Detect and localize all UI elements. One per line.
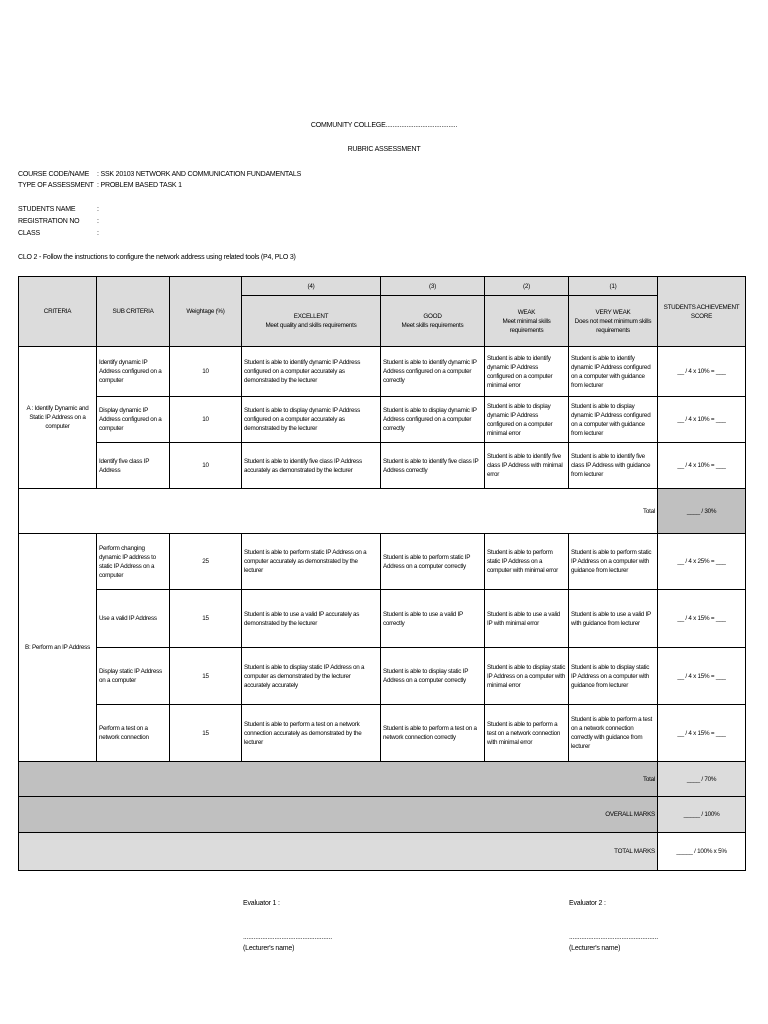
- table-row: [19, 347, 746, 397]
- level-4-cell: Student is able to display static IP Address on a computer as demonstrated by the lecturer accurately accurately: [242, 648, 381, 705]
- overall-marks-row: [19, 797, 746, 833]
- total-value: ____ / 30%: [658, 489, 746, 534]
- weightage-cell: 15: [170, 648, 242, 705]
- weightage-cell: 25: [170, 534, 242, 590]
- subcriteria-cell: Display dynamic IP Address configured on a computer: [97, 397, 170, 443]
- level-3-descriptor: [381, 296, 485, 347]
- level-4-cell: Student is able to display dynamic IP Address configured on a computer accurately as demonstrated by the lecturer: [242, 397, 381, 443]
- total-marks-row: [19, 833, 746, 871]
- level-2-cell: Student is able to perform static IP Address on a computer with minimal error: [485, 534, 569, 590]
- level-3-cell: Student is able to perform static IP Address on a computer correctly: [381, 534, 485, 590]
- score-header: STUDENTS ACHIEVEMENT SCORE: [658, 277, 746, 347]
- level-4-desc: Meet quality and skills requirements: [265, 322, 357, 329]
- level-2-cell: Student is able to display static IP Address on a computer with minimal error: [485, 648, 569, 705]
- level-4-number: (4): [242, 277, 381, 296]
- assessment-type-value: : PROBLEM BASED TASK 1: [97, 182, 182, 189]
- level-2-name: WEAK: [517, 308, 536, 316]
- level-2-cell: Student is able to use a valid IP with minimal error: [485, 590, 569, 648]
- level-2-cell: Student is able to identify five class IP Address with minimal error: [485, 443, 569, 489]
- level-3-number: (3): [381, 277, 485, 296]
- level-3-cell: Student is able to identify dynamic IP Address configured on a computer correctly: [381, 347, 485, 397]
- level-4-descriptor: [242, 296, 381, 347]
- table-row: [19, 397, 746, 443]
- level-4-cell: Student is able to use a valid IP accurately as demonstrated by the lecturer: [242, 590, 381, 648]
- level-1-cell: Student is able to identify dynamic IP Address configured on a computer with guidance from lecturer: [569, 347, 658, 397]
- score-cell: __ / 4 x 10% = ___: [658, 443, 746, 489]
- score-cell: __ / 4 x 15% = ___: [658, 648, 746, 705]
- subcriteria-cell: Identify dynamic IP Address configured on a computer: [97, 347, 170, 397]
- weightage-cell: 15: [170, 705, 242, 762]
- level-1-cell: Student is able to display static IP Address on a computer with guidance from lecturer: [569, 648, 658, 705]
- level-3-cell: Student is able to display static IP Address on a computer correctly: [381, 648, 485, 705]
- level-4-cell: Student is able to identify five class IP Address accurately as demonstrated by the lecturer: [242, 443, 381, 489]
- overall-marks-value: _____ / 100%: [658, 797, 746, 833]
- document-title: RUBRIC ASSESSMENT: [347, 146, 421, 153]
- student-name-label: STUDENTS NAME: [18, 206, 76, 213]
- subcriteria-header: SUB CRITERIA: [97, 277, 170, 347]
- level-3-cell: Student is able to display dynamic IP Address configured on a computer correctly: [381, 397, 485, 443]
- section-a-total-row: [19, 489, 746, 534]
- level-1-cell: Student is able to use a valid IP with guidance from lecturer: [569, 590, 658, 648]
- level-1-desc: Does not meet minimum skills requirements: [574, 317, 652, 334]
- level-4-cell: Student is able to perform a test on a network connection accurately as demonstrated by the lecturer: [242, 705, 381, 762]
- level-1-cell: Student is able to identify five class IP Address with guidance from lecturer: [569, 443, 658, 489]
- criteria-header: CRITERIA: [19, 277, 97, 347]
- evaluator-1-label: Evaluator 1 :: [243, 900, 280, 907]
- evaluator-2-signature-line: ...................................................: [569, 934, 658, 941]
- total-marks-label: TOTAL MARKS: [19, 833, 658, 871]
- score-cell: __ / 4 x 25% = ___: [658, 534, 746, 590]
- level-3-cell: Student is able to use a valid IP correctly: [381, 590, 485, 648]
- weightage-cell: 10: [170, 443, 242, 489]
- level-4-cell: Student is able to identify dynamic IP Address configured on a computer accurately as demonstrated by the lecturer: [242, 347, 381, 397]
- score-cell: __ / 4 x 15% = ___: [658, 590, 746, 648]
- evaluator-1-signature-line: ...................................................: [243, 934, 332, 941]
- level-1-cell: Student is able to perform static IP Address on a computer with guidance from lecturer: [569, 534, 658, 590]
- evaluator-2-label: Evaluator 2 :: [569, 900, 606, 907]
- score-cell: __ / 4 x 15% = ___: [658, 705, 746, 762]
- table-row: [19, 648, 746, 705]
- score-cell: __ / 4 x 10% = ___: [658, 347, 746, 397]
- table-row: [19, 443, 746, 489]
- rubric-table: [18, 276, 746, 871]
- total-label: Total: [19, 489, 658, 534]
- level-1-number: (1): [569, 277, 658, 296]
- header-row-levels: [19, 277, 746, 296]
- level-2-descriptor: [485, 296, 569, 347]
- level-2-cell: Student is able to display dynamic IP Address configured on a computer minimal error: [485, 397, 569, 443]
- subcriteria-cell: Display static IP Address on a computer: [97, 648, 170, 705]
- score-cell: __ / 4 x 10% = ___: [658, 397, 746, 443]
- level-1-cell: Student is able to display dynamic IP Address configured on a computer with guidance from lecturer: [569, 397, 658, 443]
- level-3-desc: Meet skills requirements: [401, 322, 464, 329]
- registration-label: REGISTRATION NO: [18, 218, 80, 225]
- evaluator-2-name: (Lecturer's name): [569, 945, 621, 952]
- table-row: [19, 705, 746, 762]
- criteria-a: A : Identify Dynamic and Static IP Address on a computer: [19, 347, 97, 489]
- section-b-total-row: [19, 762, 746, 797]
- level-4-cell: Student is able to perform static IP Address on a computer accurately as demonstrated by the lecturer: [242, 534, 381, 590]
- class-value: :: [97, 230, 99, 237]
- level-2-cell: Student is able to identify dynamic IP Address configured on a computer minimal error: [485, 347, 569, 397]
- table-row: [19, 590, 746, 648]
- subcriteria-cell: Use a valid IP Address: [97, 590, 170, 648]
- overall-marks-label: OVERALL MARKS: [19, 797, 658, 833]
- total-value: ____ / 70%: [658, 762, 746, 797]
- level-4-name: EXCELLENT: [293, 313, 329, 320]
- course-label: COURSE CODE/NAME: [18, 171, 90, 178]
- class-label: CLASS: [18, 230, 40, 237]
- weightage-cell: 10: [170, 397, 242, 443]
- weightage-cell: 15: [170, 590, 242, 648]
- level-2-number: (2): [485, 277, 569, 296]
- course-value: : SSK 20103 NETWORK AND COMMUNICATION FUNDAMENTALS: [97, 171, 302, 178]
- level-1-name: VERY WEAK: [595, 308, 631, 316]
- level-3-cell: Student is able to identify five class IP Address correctly: [381, 443, 485, 489]
- subcriteria-cell: Identify five class IP Address: [97, 443, 170, 489]
- weightage-header: Weightage (%): [170, 277, 242, 347]
- clo-statement: CLO 2 - Follow the instructions to configure the network address using related tools (P4, PLO 3): [18, 254, 296, 261]
- level-2-desc: Meet minimal skills requirements: [502, 317, 551, 334]
- student-name-value: :: [97, 206, 99, 213]
- total-marks-value: _____ / 100% x 5%: [658, 833, 746, 871]
- level-2-cell: Student is able to perform a test on a network connection with minimal error: [485, 705, 569, 762]
- weightage-cell: 10: [170, 347, 242, 397]
- criteria-b: B: Perform an IP Address: [19, 534, 97, 762]
- table-row: [19, 534, 746, 590]
- evaluator-1-name: (Lecturer's name): [243, 945, 295, 952]
- level-1-cell: Student is able to perform a test on a network connection correctly with guidance from lecturer: [569, 705, 658, 762]
- assessment-type-label: TYPE OF ASSESSMENT: [18, 182, 94, 189]
- registration-value: :: [97, 218, 99, 225]
- subcriteria-cell: Perform a test on a network connection: [97, 705, 170, 762]
- level-3-name: GOOD: [423, 313, 442, 320]
- subcriteria-cell: Perform changing dynamic IP address to static IP Address on a computer: [97, 534, 170, 590]
- total-label: Total: [19, 762, 658, 797]
- college-name: COMMUNITY COLLEGE.........................................: [310, 122, 458, 129]
- level-1-descriptor: [569, 296, 658, 347]
- level-3-cell: Student is able to perform a test on a network connection correctly: [381, 705, 485, 762]
